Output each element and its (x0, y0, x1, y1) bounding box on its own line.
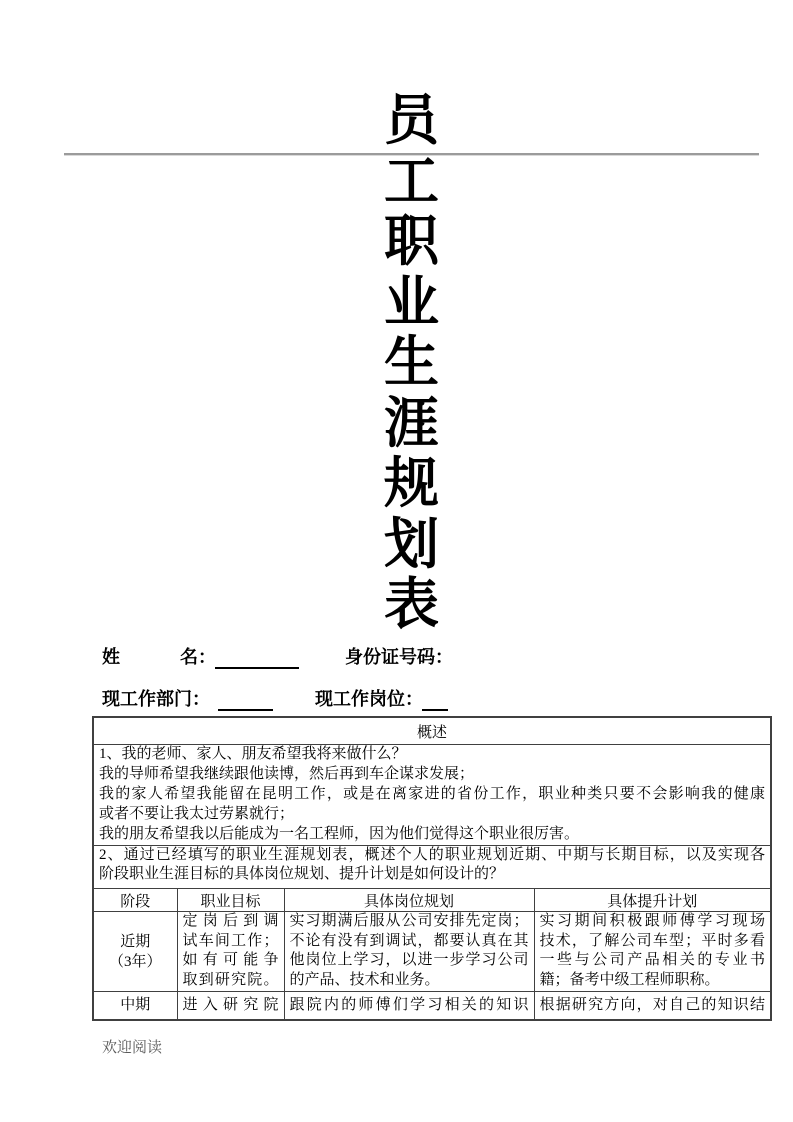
column-header-improve-plan: 具体提升计划 (534, 889, 771, 912)
column-header-goal: 职业目标 (177, 889, 284, 912)
improve-plan-cell (534, 992, 771, 1021)
title-char: 涯 (383, 391, 439, 454)
career-plan-table-wrap (92, 716, 770, 1021)
question2-cell (93, 846, 771, 889)
q2-line: 阶段职业生涯目标的具体岗位规划、提升计划是如何设计的？ (99, 866, 505, 882)
surname-label: 姓 (102, 647, 120, 667)
department-blank-field (218, 709, 273, 711)
stage-cell (93, 912, 177, 992)
title-char: 员 (383, 89, 439, 151)
improve-line: 根据研究方向，对自己的知识结 (539, 997, 766, 1013)
improve-line: 实习期间积极跟师傅学习现场 (539, 913, 766, 929)
career-plan-table (92, 716, 772, 1021)
q1-line: 我的导师希望我继续跟他读博，然后再到车企谋求发展； (99, 765, 475, 782)
overview-header-row (93, 717, 771, 745)
improve-line: 一些与公司产品相关的专业书 (539, 952, 766, 968)
column-header-row (93, 889, 771, 912)
plan-line: 实习期满后服从公司安排先定岗； (289, 913, 529, 929)
post-blank-field (422, 709, 448, 711)
dept-post-line (0, 687, 793, 713)
post-label: 现工作岗位： (315, 689, 423, 709)
q1-line: 我的家人希望我能留在昆明工作，或是在离家进的省份工作，职业种类只要不会影响我的健康 (99, 785, 766, 802)
goal-cell (177, 992, 284, 1021)
column-header-stage: 阶段 (93, 889, 177, 912)
title-char: 业 (383, 270, 439, 333)
goal-line: 如有可能争 (182, 952, 279, 968)
goal-line: 定岗后到调 (182, 913, 279, 929)
title-char: 工 (383, 149, 439, 212)
improve-plan-cell (534, 912, 771, 992)
id-number-label: 身份证号码： (345, 647, 453, 667)
title-char: 职 (383, 210, 439, 272)
stage-line: （3年） (108, 953, 162, 970)
department-label: 现工作部门： (102, 689, 210, 709)
goal-line: 取到研究院。 (182, 971, 279, 988)
plan-line: 跟院内的师傅们学习相关的知识 (289, 997, 529, 1013)
plan-line: 的产品、技术和业务。 (289, 971, 440, 988)
column-header-position-plan: 具体岗位规划 (284, 889, 534, 912)
improve-line: 技术，了解公司车型；平时多看 (539, 932, 766, 949)
title-char: 生 (383, 331, 439, 393)
name-blank-field (215, 667, 299, 669)
stage-line: 中期 (120, 997, 151, 1013)
goal-line: 试车间工作； (182, 932, 279, 949)
stage-cell (93, 992, 177, 1021)
name-id-line (0, 645, 793, 671)
position-plan-cell (284, 992, 534, 1021)
table-row-near-term (93, 912, 771, 992)
q1-line: 或者不要让我太过劳累就行； (99, 805, 295, 822)
question1-row (93, 745, 771, 846)
title-char: 表 (383, 573, 439, 635)
goal-line: 进入研究院 (182, 997, 279, 1013)
document-title (64, 90, 759, 635)
goal-cell (177, 912, 284, 992)
plan-line: 不论有没有到调试，都要认真在其 (289, 932, 529, 949)
question1-cell (93, 745, 771, 846)
q2-line: 2、通过已经填写的职业生涯规划表，概述个人的职业规划近期、中期与长期目标，以及实现各 (99, 847, 766, 863)
q1-line: 我的朋友希望我以后能成为一名工程师，因为他们觉得这个职业很厉害。 (99, 825, 580, 842)
q1-line: 1、我的老师、家人、朋友希望我将来做什么？ (99, 746, 407, 762)
givenname-label: 名： (180, 647, 216, 667)
overview-header-cell: 概述 (93, 717, 771, 745)
title-char: 规 (383, 452, 439, 514)
question2-row (93, 846, 771, 889)
improve-line: 籍；备考中级工程师职称。 (539, 971, 720, 988)
plan-line: 他岗位上学习，以进一步学习公司 (289, 952, 529, 968)
position-plan-cell (284, 912, 534, 992)
table-row-mid-term (93, 992, 771, 1021)
title-char: 划 (383, 512, 439, 575)
page-footer: 欢迎阅读 (102, 1040, 163, 1056)
stage-line: 近期 (120, 933, 151, 950)
